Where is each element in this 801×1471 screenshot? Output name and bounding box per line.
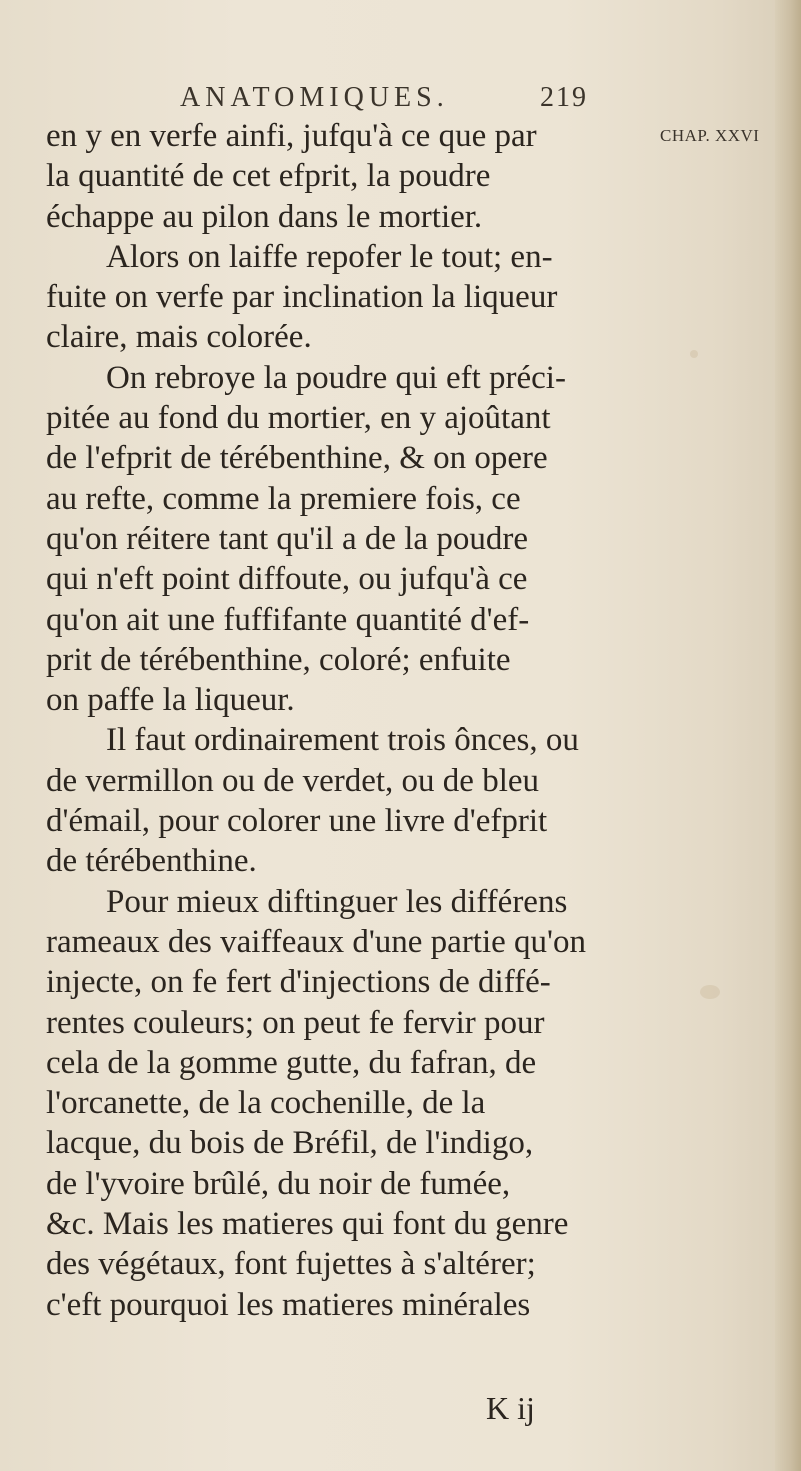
text-line: au refte, comme la premiere fois, ce bbox=[46, 480, 521, 517]
text-line: on paffe la liqueur. bbox=[46, 682, 295, 719]
text-line: &c. Mais les matieres qui font du genre bbox=[46, 1206, 569, 1243]
paragraph-start: Pour mieux diftinguer les différens bbox=[106, 883, 568, 920]
text-line: prit de térébenthine, coloré; enfuite bbox=[46, 641, 511, 678]
text-line: de l'efprit de térébenthine, & on opere bbox=[46, 440, 548, 477]
paper-stain bbox=[700, 985, 720, 999]
body-text bbox=[46, 116, 666, 1325]
paragraph-start: Alors on laiffe repofer le tout; en- bbox=[106, 238, 553, 275]
text-line: lacque, du bois de Bréfil, de l'indigo, bbox=[46, 1125, 534, 1162]
text-line: qu'on réitere tant qu'il a de la poudre bbox=[46, 520, 528, 557]
text-line: l'orcanette, de la cochenille, de la bbox=[46, 1085, 486, 1122]
text-line: de l'yvoire brûlé, du noir de fumée, bbox=[46, 1165, 511, 1202]
text-line: qu'on ait une fuffifante quantité d'ef- bbox=[46, 601, 530, 638]
text-line: de térébenthine. bbox=[46, 843, 257, 880]
text-line: qui n'eft point diffoute, ou jufqu'à ce bbox=[46, 561, 528, 598]
text-line: fuite on verfe par inclination la liqueur bbox=[46, 279, 558, 316]
margin-note: CHAP. XXVI bbox=[660, 126, 760, 145]
paragraph-start: Il faut ordinairement trois ônces, ou bbox=[106, 722, 579, 759]
text-line: la quantité de cet efprit, la poudre bbox=[46, 158, 491, 195]
text-line: claire, mais colorée. bbox=[46, 319, 312, 356]
paper-stain bbox=[690, 350, 698, 358]
text-line: injecte, on fe fert d'injections de diffé- bbox=[46, 964, 551, 1001]
text-line: d'émail, pour colorer une livre d'efprit bbox=[46, 803, 548, 840]
text-line: c'eft pourquoi les matieres minérales bbox=[46, 1286, 531, 1323]
text-line: rameaux des vaiffeaux d'une partie qu'on bbox=[46, 923, 586, 960]
text-line: en y en verfe ainfi, jufqu'à ce que par bbox=[46, 118, 537, 154]
running-title: ANATOMIQUES. bbox=[180, 82, 449, 113]
text-line: échappe au pilon dans le mortier. bbox=[46, 198, 483, 235]
page-number: 219 bbox=[540, 82, 588, 113]
text-line: rentes couleurs; on peut fe fervir pour bbox=[46, 1004, 545, 1041]
signature-mark: K ij bbox=[486, 1390, 535, 1426]
paragraph-start: On rebroye la poudre qui eft préci- bbox=[106, 359, 566, 396]
text-line: pitée au fond du mortier, en y ajoûtant bbox=[46, 400, 551, 437]
text-line: des végétaux, font fujettes à s'altérer; bbox=[46, 1246, 536, 1283]
text-line: de vermillon ou de verdet, ou de bleu bbox=[46, 762, 540, 799]
page-edge bbox=[775, 0, 801, 1471]
text-line: cela de la gomme gutte, du fafran, de bbox=[46, 1044, 537, 1081]
